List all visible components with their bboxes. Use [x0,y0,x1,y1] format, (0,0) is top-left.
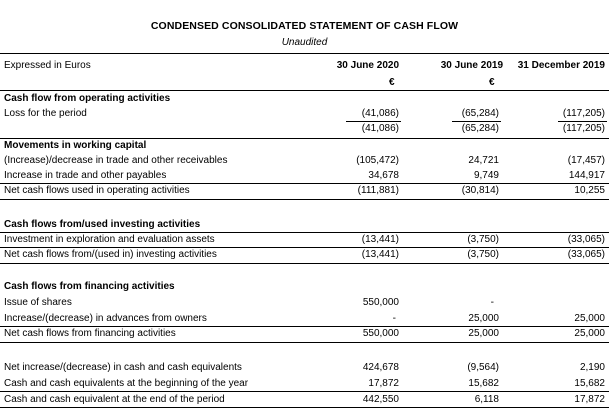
expressed-in-label: Expressed in Euros [4,60,91,71]
value-2020: - [392,313,396,324]
bottom-rule [0,407,609,408]
value-2019: 6,118 [474,394,499,405]
value-2020: 550,000 [362,328,399,339]
table-row [0,107,609,121]
investing-heading-row [0,218,609,232]
value-dec-2019: 15,682 [574,378,605,389]
financing-heading: Cash flows from financing activities [4,281,175,292]
value-2019: (9,564) [467,362,499,373]
section-rule [0,263,609,264]
statement-subtitle: Unaudited [281,37,328,48]
working-capital-heading-row [0,139,609,153]
value-2020: 550,000 [362,297,399,308]
financing-heading-row [0,280,609,294]
value-2019: (3,750) [467,234,499,245]
value-2020: 424,678 [362,362,399,373]
value-dec-2019: (17,457) [567,155,605,166]
value-dec-2019: (117,205) [562,123,605,134]
row-label: Net increase/(decrease) in cash and cash equivalents [4,362,242,373]
currency-symbol-2019: € [489,77,495,88]
table-row [0,169,609,183]
value-dec-2019: (33,065) [567,249,605,260]
value-2020: 17,872 [368,378,399,389]
value-2019: 25,000 [468,328,499,339]
table-row [0,184,609,198]
investing-heading: Cash flows from/used investing activities [4,219,201,230]
operating-heading-row [0,92,609,106]
working-capital-heading: Movements in working capital [4,140,147,151]
value-dec-2019: (33,065) [567,234,605,245]
header-rule [0,90,609,91]
value-2019: (65,284) [461,108,499,119]
value-2019: 15,682 [468,378,499,389]
value-2020: (41,086) [361,123,399,134]
value-2020: (13,441) [361,249,399,260]
value-2019: (3,750) [467,249,499,260]
row-label: Investment in exploration and evaluation assets [4,234,215,245]
table-row [0,248,609,262]
value-2019: - [490,297,494,308]
table-row [0,327,609,341]
row-label: Net cash flows used in operating activities [4,185,190,196]
value-2019: 9,749 [473,170,499,181]
row-label: Increase/(decrease) in advances from owners [4,313,207,324]
value-2020: 34,678 [368,170,399,181]
value-2020: (111,881) [357,185,399,196]
currency-symbol-2020: € [389,77,395,88]
table-row [0,361,609,375]
table-row [0,296,609,310]
table-row [0,393,609,407]
value-2019: (65,284) [461,123,499,134]
value-2020: (41,086) [361,108,399,119]
row-label: Loss for the period [4,108,87,119]
value-2019: 24,721 [468,155,499,166]
section-rule [0,342,609,343]
row-label: Net cash flows from financing activities [4,328,176,339]
value-dec-2019: 25,000 [574,313,605,324]
value-dec-2019: 25,000 [574,328,605,339]
row-label: Cash and cash equivalents at the beginning of the year [4,378,249,389]
row-label: Issue of shares [4,297,72,308]
table-row [0,122,609,136]
operating-heading: Cash flow from operating activities [4,93,171,104]
table-row [0,154,609,168]
subtotal-rule [0,391,609,392]
table-row [0,312,609,326]
value-dec-2019: (117,205) [562,108,605,119]
value-2019: 25,000 [468,313,499,324]
statement-title: CONDENSED CONSOLIDATED STATEMENT OF CASH FLOW [150,20,459,32]
value-2019: (30,814) [461,185,499,196]
table-row [0,377,609,391]
table-row [0,233,609,247]
row-label: Cash and cash equivalent at the end of the period [4,394,225,405]
value-dec-2019: 10,255 [574,185,605,196]
column-header-row [0,59,609,73]
row-label: Increase in trade and other payables [4,170,167,181]
column-header-june-2019: 30 June 2019 [440,60,503,71]
column-header-december-2019: 31 December 2019 [517,60,605,71]
value-2020: (105,472) [356,155,399,166]
value-dec-2019: 2,190 [579,362,605,373]
value-2020: (13,441) [361,234,399,245]
row-label: Net cash flows from/(used in) investing activities [4,249,217,260]
column-header-june-2020: 30 June 2020 [336,60,399,71]
row-label: (Increase)/decrease in trade and other receivables [4,155,228,166]
value-dec-2019: 144,917 [568,170,605,181]
value-dec-2019: 17,872 [574,394,605,405]
top-rule [0,53,609,54]
section-rule [0,199,609,200]
value-2020: 442,550 [362,394,399,405]
